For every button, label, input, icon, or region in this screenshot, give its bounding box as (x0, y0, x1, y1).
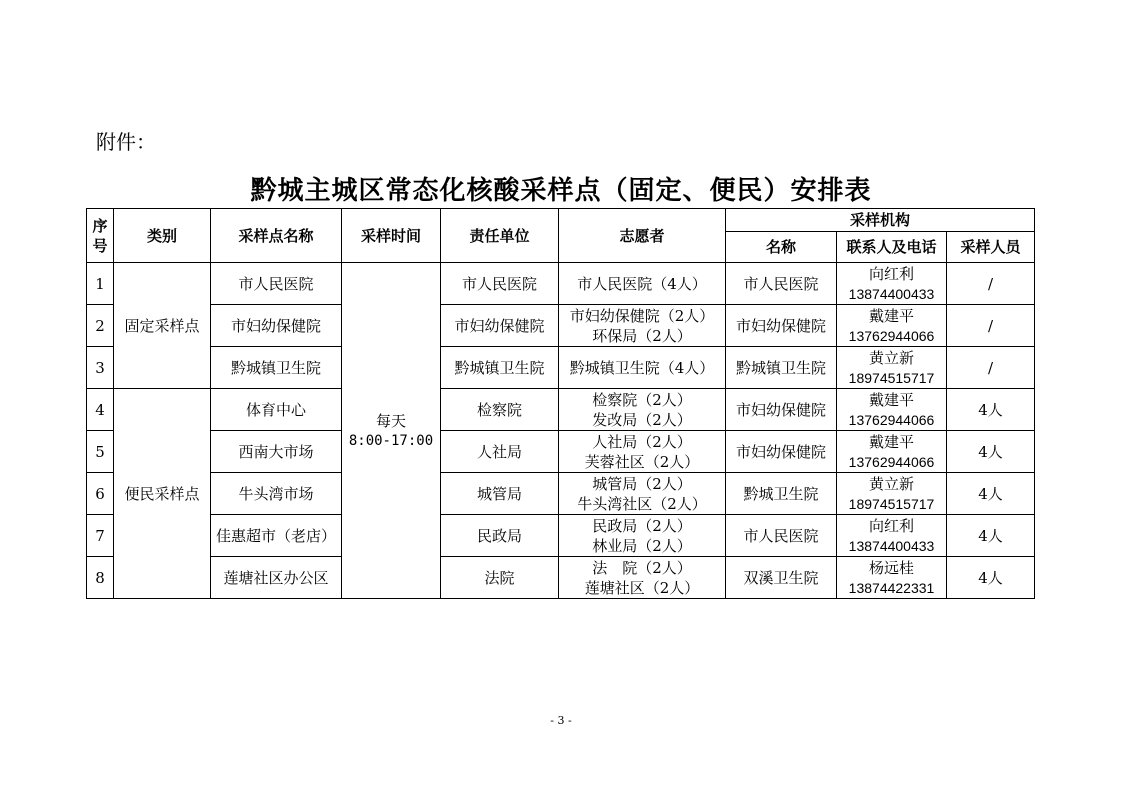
staff-cell: 4人 (947, 557, 1035, 599)
volunteer-cell (559, 557, 726, 599)
volunteer-line1: 检察院（2人） (592, 390, 692, 409)
header-seq (87, 209, 114, 263)
contact-name: 黄立新 (868, 474, 914, 493)
seq-cell: 3 (87, 347, 114, 389)
header-agency-name: 名称 (726, 232, 837, 263)
table-row (87, 389, 1035, 431)
volunteer-line2: 林业局（2人） (592, 536, 692, 555)
time-line1: 每天 (375, 411, 406, 430)
contact-name: 戴建平 (868, 390, 914, 409)
contact-cell (837, 389, 947, 431)
unit-cell: 黔城镇卫生院 (441, 347, 559, 389)
agency-cell: 双溪卫生院 (726, 557, 837, 599)
volunteer-line1: 人社局（2人） (592, 432, 692, 451)
table-row (87, 263, 1035, 305)
table-row (87, 557, 1035, 599)
staff-cell: / (947, 347, 1035, 389)
header-category: 类别 (114, 209, 211, 263)
site-cell: 市妇幼保健院 (211, 305, 342, 347)
contact-cell (837, 557, 947, 599)
agency-cell: 市妇幼保健院 (726, 389, 837, 431)
header-contact: 联系人及电话 (837, 232, 947, 263)
seq-cell: 1 (87, 263, 114, 305)
seq-cell: 8 (87, 557, 114, 599)
volunteer-line1: 法 院（2人） (592, 558, 692, 577)
category-fixed-cell: 固定采样点 (114, 263, 211, 389)
contact-phone: 18974515717 (848, 495, 935, 512)
unit-cell: 市妇幼保健院 (441, 305, 559, 347)
volunteer-cell (559, 473, 726, 515)
unit-cell: 民政局 (441, 515, 559, 557)
contact-cell (837, 473, 947, 515)
volunteer-cell (559, 431, 726, 473)
volunteer-line2: 发改局（2人） (592, 410, 692, 429)
site-cell: 黔城镇卫生院 (211, 347, 342, 389)
contact-cell (837, 347, 947, 389)
volunteer-cell (559, 389, 726, 431)
contact-phone: 13874400433 (848, 285, 935, 302)
site-cell: 体育中心 (211, 389, 342, 431)
contact-phone: 13762944066 (848, 453, 935, 470)
staff-cell: / (947, 305, 1035, 347)
site-cell: 市人民医院 (211, 263, 342, 305)
unit-cell: 人社局 (441, 431, 559, 473)
document-title: 黔城主城区常态化核酸采样点（固定、便民）安排表 (250, 176, 872, 206)
contact-phone: 13874422331 (848, 579, 935, 596)
seq-cell: 2 (87, 305, 114, 347)
table-row (87, 473, 1035, 515)
unit-cell: 法院 (441, 557, 559, 599)
volunteer-line2: 莲塘社区（2人） (584, 578, 700, 597)
staff-cell: / (947, 263, 1035, 305)
seq-cell: 6 (87, 473, 114, 515)
contact-name: 戴建平 (868, 432, 914, 451)
time-cell (342, 263, 441, 599)
volunteer-cell (559, 305, 726, 347)
table-row (87, 431, 1035, 473)
volunteer-line1: 黔城镇卫生院（4人） (569, 358, 715, 377)
agency-cell: 黔城镇卫生院 (726, 347, 837, 389)
table-row (87, 515, 1035, 557)
volunteer-line2: 芙蓉社区（2人） (584, 452, 700, 471)
contact-name: 向红利 (868, 264, 914, 283)
unit-cell: 城管局 (441, 473, 559, 515)
agency-cell: 市妇幼保健院 (726, 305, 837, 347)
staff-cell: 4人 (947, 515, 1035, 557)
category-convenient-cell: 便民采样点 (114, 389, 211, 599)
unit-cell: 检察院 (441, 389, 559, 431)
site-cell: 莲塘社区办公区 (211, 557, 342, 599)
header-time: 采样时间 (342, 209, 441, 263)
volunteer-cell (559, 347, 726, 389)
header-row-1 (87, 209, 1035, 232)
contact-cell (837, 515, 947, 557)
header-seq-line1: 序 (92, 216, 108, 235)
volunteer-line1: 市妇幼保健院（2人） (569, 306, 715, 325)
contact-phone: 13762944066 (848, 411, 935, 428)
table-row (87, 347, 1035, 389)
agency-cell: 黔城卫生院 (726, 473, 837, 515)
page-number: - 3 - (550, 714, 572, 727)
site-cell: 佳惠超市（老店） (211, 515, 342, 557)
unit-cell: 市人民医院 (441, 263, 559, 305)
site-cell: 西南大市场 (211, 431, 342, 473)
contact-name: 杨远桂 (868, 558, 914, 577)
seq-cell: 5 (87, 431, 114, 473)
volunteer-line2: 牛头湾社区（2人） (577, 494, 707, 513)
contact-cell (837, 263, 947, 305)
agency-cell: 市人民医院 (726, 515, 837, 557)
volunteer-cell (559, 263, 726, 305)
header-site-name: 采样点名称 (211, 209, 342, 263)
staff-cell: 4人 (947, 473, 1035, 515)
volunteer-line1: 民政局（2人） (592, 516, 692, 535)
sampling-schedule-table (86, 208, 1035, 599)
agency-cell: 市人民医院 (726, 263, 837, 305)
header-unit: 责任单位 (441, 209, 559, 263)
volunteer-line1: 市人民医院（4人） (577, 274, 707, 293)
table-row (87, 305, 1035, 347)
contact-phone: 13762944066 (848, 327, 935, 344)
staff-cell: 4人 (947, 389, 1035, 431)
annex-label: 附件： (96, 130, 156, 154)
header-staff: 采样人员 (947, 232, 1035, 263)
site-cell: 牛头湾市场 (211, 473, 342, 515)
header-seq-line2: 号 (92, 236, 108, 255)
staff-cell: 4人 (947, 431, 1035, 473)
contact-cell (837, 305, 947, 347)
volunteer-line1: 城管局（2人） (592, 474, 692, 493)
contact-phone: 18974515717 (848, 369, 935, 386)
volunteer-line2: 环保局（2人） (592, 326, 692, 345)
agency-cell: 市妇幼保健院 (726, 431, 837, 473)
seq-cell: 7 (87, 515, 114, 557)
contact-name: 戴建平 (868, 306, 914, 325)
seq-cell: 4 (87, 389, 114, 431)
contact-phone: 13874400433 (848, 537, 935, 554)
contact-name: 向红利 (868, 516, 914, 535)
header-volunteers: 志愿者 (559, 209, 726, 263)
volunteer-cell (559, 515, 726, 557)
time-line2: 8:00-17:00 (348, 432, 434, 449)
contact-cell (837, 431, 947, 473)
header-agency: 采样机构 (726, 209, 1035, 232)
contact-name: 黄立新 (868, 348, 914, 367)
